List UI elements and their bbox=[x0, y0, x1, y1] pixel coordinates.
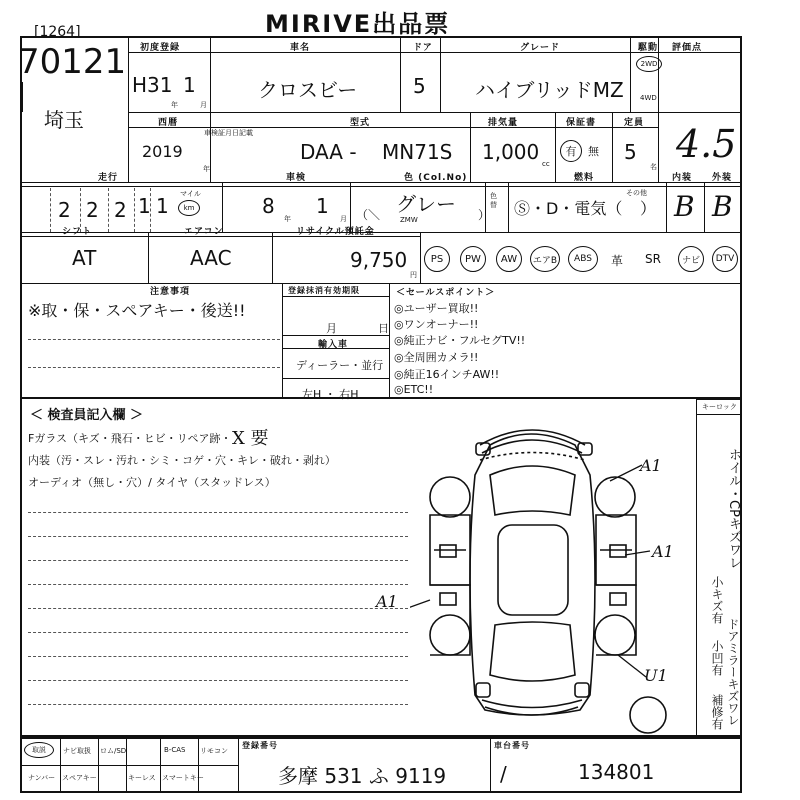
equip-ps: PS bbox=[424, 246, 450, 272]
option-keyless: キーレス bbox=[128, 774, 156, 782]
damage-mark: U1 bbox=[644, 666, 668, 685]
shift-value: AT bbox=[72, 246, 97, 270]
handle-option: 左H ・ 右H bbox=[302, 388, 359, 401]
grade-header: グレード bbox=[520, 43, 561, 53]
inspection-year: 8 bbox=[262, 194, 275, 218]
side-note-wheel: ホイル・CPキズワレ bbox=[726, 448, 741, 569]
sales-point: ◎ワンオーナー!! bbox=[394, 318, 479, 331]
displacement-value: 1,000 bbox=[482, 140, 540, 164]
type-code: MN71S bbox=[382, 140, 453, 164]
reg-number: 多摩 531 ふ 9119 bbox=[278, 764, 447, 788]
doors-header: ドア bbox=[413, 43, 433, 53]
fuel-header: 燃料 bbox=[574, 173, 595, 183]
equip-navi: ナビ bbox=[678, 246, 704, 272]
sales-point: ◎ユーザー買取!! bbox=[394, 302, 479, 315]
aircon-value: AAC bbox=[190, 246, 232, 270]
model-name: クロスビー bbox=[258, 78, 358, 102]
capacity-header: 定員 bbox=[624, 118, 645, 128]
sheet-title: MIRIVE出品票 bbox=[265, 10, 451, 38]
option-remote: リモコン bbox=[200, 747, 228, 755]
keylock-label: キーロック bbox=[702, 403, 737, 411]
color-value: グレー bbox=[396, 192, 456, 216]
km-unit: km bbox=[178, 200, 200, 216]
color-bracket-open: （＼ bbox=[356, 208, 381, 222]
reg-deadline-header: 登録抹消有効期限 bbox=[288, 286, 360, 295]
side-note-mirror: ドアミラーキズワレ bbox=[726, 618, 740, 726]
fglass-mark: X 要 bbox=[232, 428, 269, 449]
sales-point: ◎全周囲カメラ!! bbox=[394, 351, 479, 364]
import-month: 月 bbox=[326, 322, 337, 335]
mileage-digit-5: 1 bbox=[156, 194, 169, 218]
sales-points-header: ＜セールスポイント＞ bbox=[396, 288, 496, 298]
era: H31 bbox=[132, 73, 173, 97]
interior-line: 内装（汚・スレ・汚れ・シミ・コゲ・穴・キレ・破れ・剥れ） bbox=[28, 454, 336, 467]
inspector-header: ＜ 検査員記入欄 ＞ bbox=[30, 408, 144, 423]
mileage-digit-2: 2 bbox=[86, 198, 99, 222]
warranty-no: 無 bbox=[588, 145, 599, 158]
inspection-header: 車検 bbox=[286, 173, 307, 183]
chassis-number-header: 車台番号 bbox=[494, 741, 530, 750]
model-name-header: 車名 bbox=[290, 43, 311, 53]
option-bcas: B-CAS bbox=[164, 746, 186, 754]
equip-airbag: エアB bbox=[530, 246, 560, 272]
region: 埼玉 bbox=[44, 108, 84, 132]
equip-pw: PW bbox=[460, 246, 486, 272]
sales-point: ◎純正ナビ・フルセグTV!! bbox=[394, 334, 526, 347]
drive-header: 駆動 bbox=[638, 43, 659, 53]
notes-text: ※取・保・スペアキー・後送!! bbox=[28, 301, 246, 320]
option-smart-key: スマートキー bbox=[162, 774, 204, 782]
color-header: 色 (Col.No) bbox=[404, 173, 468, 183]
reg-number-header: 登録番号 bbox=[242, 741, 278, 750]
cc-unit: cc bbox=[542, 160, 550, 168]
side-note-small-scratch: 小キズ有 bbox=[710, 576, 724, 624]
2wd-option: 2WD bbox=[636, 56, 662, 72]
dealer-option: ディーラー・並行 bbox=[296, 359, 384, 372]
capacity-value: 5 bbox=[624, 140, 637, 164]
equip-leather: 革 bbox=[611, 254, 624, 268]
equip-dtv: DTV bbox=[712, 246, 738, 272]
aircon-header: エアコン bbox=[184, 227, 224, 237]
mileage-digit-3: 2 bbox=[114, 198, 127, 222]
reg-note: 車検証月日記載 bbox=[204, 129, 253, 137]
sales-point: ◎ETC!! bbox=[394, 383, 434, 396]
interior-header: 内装 bbox=[672, 173, 693, 183]
option-navi-manual: ナビ取扱 bbox=[63, 747, 91, 755]
warranty-yes: 有 bbox=[560, 140, 582, 162]
first-reg-header: 初度登録 bbox=[140, 43, 181, 53]
exterior-score: B bbox=[712, 190, 733, 223]
month-marker: 月 bbox=[200, 101, 207, 109]
color-code: ZMW bbox=[400, 216, 418, 224]
side-note-small-dent: 小凹有 bbox=[710, 640, 724, 676]
mileage-header: 走行 bbox=[98, 173, 119, 183]
model-year: 2019 bbox=[142, 142, 183, 161]
sales-point: ◎純正16インチAW!! bbox=[394, 368, 500, 381]
option-manual: 取説 bbox=[24, 742, 54, 758]
damage-mark: A1 bbox=[376, 592, 398, 611]
mileage-digit-1: 2 bbox=[58, 198, 71, 222]
damage-mark: A1 bbox=[640, 456, 662, 475]
equip-aw: AW bbox=[496, 246, 522, 272]
eval-header: 評価点 bbox=[672, 43, 703, 53]
shift-header: シフト bbox=[62, 227, 93, 237]
displacement-header: 排気量 bbox=[488, 118, 519, 128]
doors-value: 5 bbox=[413, 74, 426, 98]
option-spare-key: スペアキー bbox=[62, 774, 97, 782]
notes-header: 注意事項 bbox=[150, 287, 191, 297]
4wd-option: 4WD bbox=[640, 94, 657, 102]
import-day: 日 bbox=[378, 322, 389, 335]
mile-unit: マイル bbox=[180, 190, 201, 198]
equip-sunroof: SR bbox=[645, 252, 661, 266]
recycle-header: リサイクル預託金 bbox=[296, 227, 375, 237]
chassis-number: 134801 bbox=[578, 760, 655, 784]
inspection-month: 1 bbox=[316, 194, 329, 218]
fuel-options: Ⓢ・D・電気（ bbox=[514, 199, 623, 218]
era-year: 1 bbox=[183, 73, 196, 97]
inspection-month-marker: 月 bbox=[340, 215, 347, 223]
color-bracket-close: ） bbox=[478, 208, 491, 222]
lot-label: [1264] bbox=[34, 24, 81, 40]
option-plate: ナンバー bbox=[28, 774, 56, 782]
mileage-digit-4: 1 bbox=[138, 194, 151, 218]
interior-score: B bbox=[674, 190, 695, 223]
type-prefix: DAA - bbox=[300, 140, 357, 164]
yen-unit: 円 bbox=[410, 271, 417, 279]
type-header: 型式 bbox=[350, 118, 371, 128]
fuel-close: ） bbox=[640, 199, 657, 218]
warranty-header: 保証書 bbox=[566, 118, 597, 128]
option-rom-sd: ロム/SD bbox=[100, 747, 127, 755]
damage-mark: A1 bbox=[652, 542, 674, 561]
audio-tire-line: オーディオ（無し・穴）/ タイヤ（スタッドレス） bbox=[28, 476, 276, 489]
eval-score: 4.5 bbox=[676, 122, 737, 166]
exterior-header: 外装 bbox=[712, 173, 733, 183]
side-note-repair: 補修有 bbox=[710, 694, 724, 730]
fuel-other-label: その他 bbox=[626, 189, 647, 197]
capacity-unit: 名 bbox=[650, 163, 657, 171]
color-change-label: 色替 bbox=[490, 192, 497, 209]
year-header: 西暦 bbox=[158, 118, 179, 128]
fglass-line: Fガラス（キズ・飛石・ヒビ・リペア跡・ bbox=[28, 432, 232, 445]
equip-abs: ABS bbox=[568, 246, 598, 272]
recycle-fee: 9,750 bbox=[350, 248, 408, 272]
chassis-slash: / bbox=[500, 762, 507, 786]
lot-number: 70121 bbox=[18, 42, 127, 82]
year-marker: 年 bbox=[171, 101, 178, 109]
year-suffix: 年 bbox=[203, 165, 210, 173]
inspection-year-marker: 年 bbox=[284, 215, 291, 223]
grade-value: ハイブリッドMZ bbox=[475, 78, 624, 102]
import-header: 輸入車 bbox=[318, 340, 349, 350]
